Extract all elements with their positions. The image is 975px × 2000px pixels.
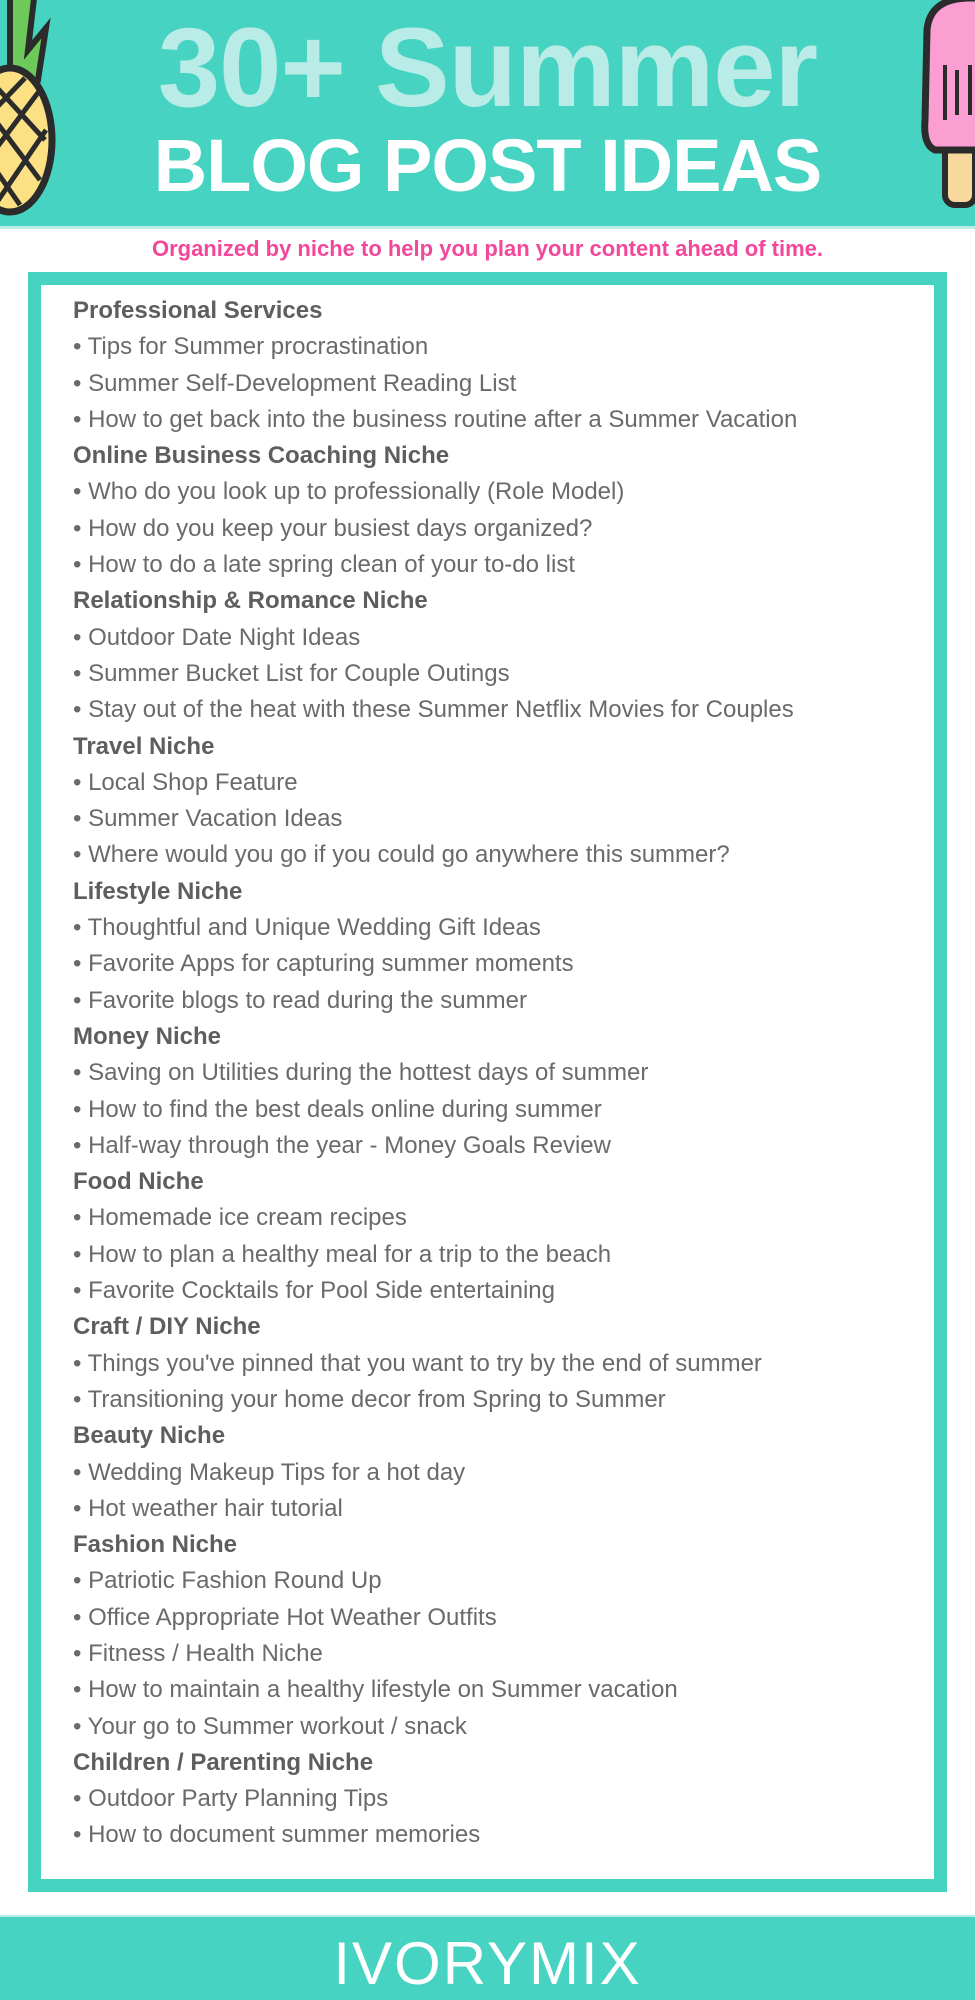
header-banner bbox=[0, 0, 975, 226]
list-item: • How to maintain a healthy lifestyle on Summer vacation bbox=[73, 1676, 678, 1704]
list-item: • Transitioning your home decor from Spring to Summer bbox=[73, 1385, 666, 1413]
title-line-1: 30+ Summer bbox=[157, 5, 818, 130]
list-item: • Hot weather hair tutorial bbox=[73, 1494, 343, 1522]
list-item: • Wedding Makeup Tips for a hot day bbox=[73, 1458, 466, 1486]
popsicle-icon bbox=[915, 0, 975, 220]
section-heading: Travel Niche bbox=[73, 732, 215, 760]
list-item: • Office Appropriate Hot Weather Outfits bbox=[73, 1603, 497, 1631]
list-item: • Favorite blogs to read during the summer bbox=[73, 986, 527, 1014]
list-item: • Summer Bucket List for Couple Outings bbox=[73, 659, 510, 687]
ideas-box bbox=[28, 272, 947, 1892]
list-item: • How to get back into the business routine after a Summer Vacation bbox=[73, 405, 798, 433]
list-item: • Your go to Summer workout / snack bbox=[73, 1712, 467, 1740]
section-heading: Children / Parenting Niche bbox=[73, 1748, 374, 1776]
list-item: • How to document summer memories bbox=[73, 1821, 481, 1849]
brand-name: IVORYMIX bbox=[333, 1930, 642, 1997]
list-item: • Stay out of the heat with these Summer Netflix Movies for Couples bbox=[73, 696, 794, 724]
list-item: • Who do you look up to professionally (Role Model) bbox=[73, 478, 625, 506]
list-item: • Outdoor Party Planning Tips bbox=[73, 1785, 389, 1813]
list-item: • Local Shop Feature bbox=[73, 768, 298, 796]
section-heading: Online Business Coaching Niche bbox=[73, 442, 450, 470]
list-item: • Half-way through the year - Money Goals Review bbox=[73, 1131, 611, 1159]
list-item: • Patriotic Fashion Round Up bbox=[73, 1567, 382, 1595]
list-item: • Fitness / Health Niche bbox=[73, 1639, 323, 1667]
list-item: • Thoughtful and Unique Wedding Gift Ideas bbox=[73, 914, 541, 942]
list-item: • How to plan a healthy meal for a trip to the beach bbox=[73, 1240, 612, 1268]
list-item: • How to do a late spring clean of your to-do list bbox=[73, 551, 575, 579]
section-heading: Beauty Niche bbox=[73, 1422, 226, 1450]
list-item: • Favorite Apps for capturing summer moments bbox=[73, 950, 574, 978]
footer-banner bbox=[0, 1917, 975, 2000]
list-item: • How do you keep your busiest days organized? bbox=[73, 514, 593, 542]
list-item: • Summer Self-Development Reading List bbox=[73, 369, 517, 397]
section-heading: Fashion Niche bbox=[73, 1531, 238, 1559]
section-heading: Relationship & Romance Niche bbox=[73, 587, 428, 615]
list-item: • Things you've pinned that you want to try by the end of summer bbox=[73, 1349, 762, 1377]
subtitle: Organized by niche to help you plan your content ahead of time. bbox=[151, 236, 824, 261]
list-item: • Where would you go if you could go anywhere this summer? bbox=[73, 841, 730, 869]
header-divider bbox=[0, 226, 975, 229]
list-item: • How to find the best deals online during summer bbox=[73, 1095, 602, 1123]
list-item: • Saving on Utilities during the hottest days of summer bbox=[73, 1059, 649, 1087]
section-heading: Money Niche bbox=[73, 1022, 222, 1050]
section-heading: Lifestyle Niche bbox=[73, 877, 243, 905]
ideas-list bbox=[73, 293, 914, 1854]
title-line-2: BLOG POST IDEAS bbox=[153, 124, 822, 207]
list-item: • Tips for Summer procrastination bbox=[73, 333, 429, 361]
section-heading: Food Niche bbox=[73, 1168, 204, 1196]
section-heading: Craft / DIY Niche bbox=[73, 1313, 261, 1341]
list-item: • Outdoor Date Night Ideas bbox=[73, 623, 361, 651]
list-item: • Homemade ice cream recipes bbox=[73, 1204, 407, 1232]
section-heading: Professional Services bbox=[73, 297, 323, 324]
list-item: • Favorite Cocktails for Pool Side entertaining bbox=[73, 1277, 555, 1305]
list-item: • Summer Vacation Ideas bbox=[73, 805, 343, 833]
